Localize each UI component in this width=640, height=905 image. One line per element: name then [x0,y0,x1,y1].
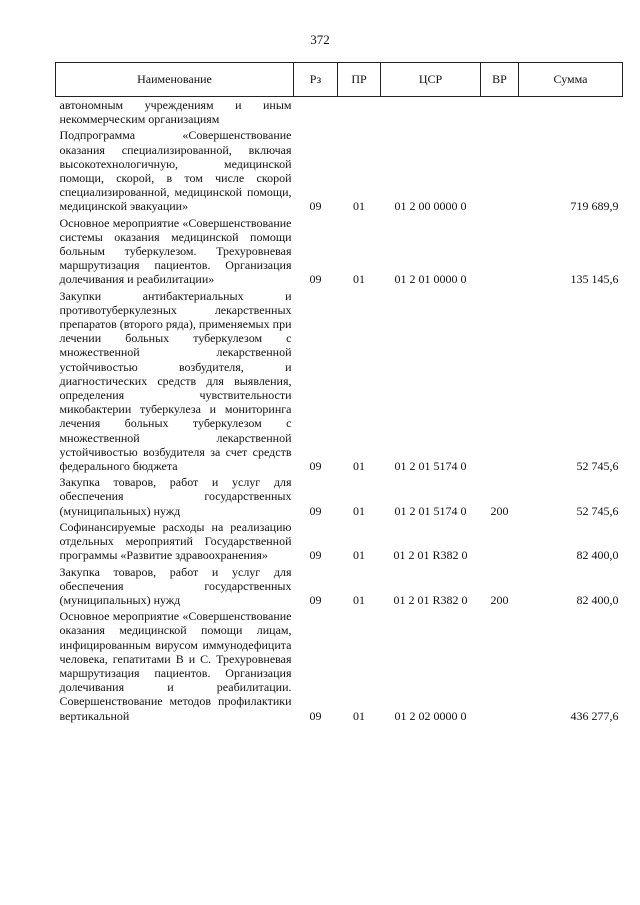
row-name: Закупка товаров, работ и услуг для обеспечения государственных (муниципальных) нужд [59,475,292,518]
table-row [56,288,623,475]
row-csr: 01 2 01 R382 0 [393,592,468,607]
row-name: Закупка товаров, работ и услуг для обеспечения государственных (муниципальных) нужд [59,564,292,607]
table-row [56,474,623,519]
table-row [56,519,623,564]
column-header-pr: ПР [338,63,381,97]
row-sum: 135 145,6 [570,272,619,287]
table-row [56,97,623,128]
row-pr: 01 [353,592,365,607]
row-sum: 52 745,6 [576,459,619,474]
budget-table [55,62,623,724]
row-sum [519,97,623,128]
row-sum: 436 277,6 [570,708,619,723]
row-rz: 09 [309,272,322,287]
row-sum: 719 689,9 [570,199,619,214]
row-pr: 01 [353,199,365,214]
row-pr: 01 [353,708,365,723]
row-csr: 01 2 01 0000 0 [394,272,467,287]
row-pr: 01 [353,548,365,563]
row-rz: 09 [309,548,322,563]
row-vr [481,288,519,475]
row-sum: 52 745,6 [576,503,619,518]
column-header-name: Наименование [56,63,294,97]
table-row [56,215,623,288]
row-csr: 01 2 02 0000 0 [394,708,467,723]
row-vr [481,519,519,564]
row-name: автономным учреждениям и иным некоммерческим организациям [59,98,292,127]
row-pr: 01 [353,503,365,518]
table-row [56,608,623,724]
row-rz: 09 [309,503,322,518]
row-rz: 09 [309,459,322,474]
column-header-sum: Сумма [519,63,623,97]
table-row [56,127,623,214]
table-row [56,564,623,609]
column-header-vr: ВР [481,63,519,97]
row-csr: 01 2 01 5174 0 [394,459,467,474]
row-rz: 09 [309,708,322,723]
row-name: Основное мероприятие «Совершенствование оказания медицинской помощи лицам, инфицированным вирусом иммунодефицита человека, гепатитами В и С. Трехуровневая маршрутизация пациентов. Организация долечивания и реабилитации. Совершенствование методов профилактики вертикальной [59,609,292,723]
row-vr [481,127,519,214]
row-vr: 200 [490,503,509,518]
row-name: Закупки антибактериальных и противотуберкулезных лекарственных препаратов (второго ряда), применяемых при лечении больных туберкулезом с множественной лекарственной устойчивостью возбудителя, и диагностических средств для выявления, определения чувствительности микобактерии туберкулеза и мониторинга лечения больных туберкулезом с множественной лекарственной устойчивостью возбудителя за счет средств федерального бюджета [59,288,292,474]
row-csr: 01 2 01 5174 0 [394,503,467,518]
row-name: Подпрограмма «Совершенствование оказания специализированной, включая высокотехнологичную, медицинской помощи, скорой, в том числе скорой специализированной, медицинской помощи, медицинской эвакуации» [59,128,292,214]
row-csr [381,97,481,128]
table-header-row [56,63,623,97]
row-name: Софинансируемые расходы на реализацию отдельных мероприятий Государственной программы «Развитие здравоохранения» [59,519,292,563]
row-pr [338,97,381,128]
row-vr [481,215,519,288]
column-header-rz: Рз [294,63,338,97]
row-sum: 82 400,0 [576,548,619,563]
row-csr: 01 2 01 R382 0 [393,548,468,563]
row-rz: 09 [309,199,322,214]
row-name: Основное мероприятие «Совершенствование системы оказания медицинской помощи больным туберкулезом. Трехуровневая маршрутизация пациентов. Организация долечивания и реабилитации» [59,215,292,287]
row-rz [294,97,338,128]
row-vr: 200 [490,592,509,607]
row-csr: 01 2 00 0000 0 [394,199,467,214]
row-vr [481,97,519,128]
row-vr [481,608,519,724]
row-rz: 09 [309,592,322,607]
row-pr: 01 [353,272,365,287]
page-number: 372 [310,32,330,47]
row-pr: 01 [353,459,365,474]
column-header-csr: ЦСР [381,63,481,97]
row-sum: 82 400,0 [576,592,619,607]
